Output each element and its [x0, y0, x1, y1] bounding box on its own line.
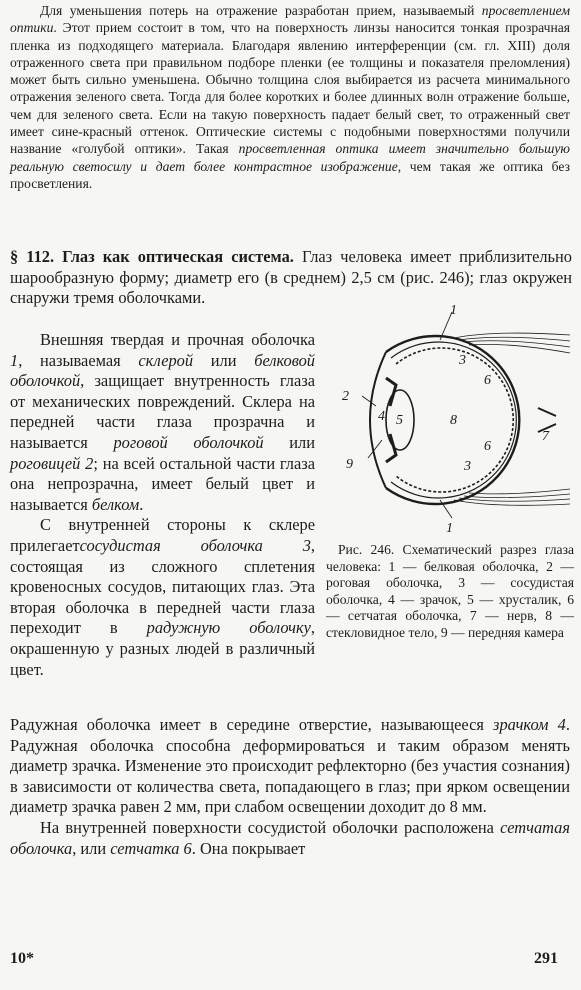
italic-run: сетчатка 6 [110, 838, 192, 858]
italic-run: просветленная оптика имеет значительно большую реальную светосилу и дает более контрастное изображение [10, 141, 571, 174]
eye-cross-section-svg [334, 300, 574, 535]
paragraph-iris [10, 715, 570, 818]
label-8: 8 [450, 413, 457, 428]
italic-run: радужную оболочку [146, 618, 311, 638]
section-title: § 112. Глаз как оптическая система. [10, 247, 294, 266]
text-run: , или [72, 838, 111, 858]
paragraph-choroid [10, 515, 315, 680]
label-2: 2 [342, 389, 349, 404]
text-run: . Радужная оболочка способна деформироваться и таким образом менять диаметр зрачка. Изменение это происходит рефлекторно (без участия сознания) в зависимости от количества света, попадающего в глаз; при ярком освещении диаметр зрачка равен 2 мм, при слабом освещении доходит до 8 мм. [10, 715, 570, 817]
italic-run: сетчатая оболочка [10, 817, 570, 858]
paragraph-retina [10, 818, 570, 859]
italic-run: роговой оболочкой [113, 432, 264, 452]
text-run: С внутренней стороны к склере прилегает [10, 515, 315, 555]
text-run: Радужная оболочка имеет в середине отверстие, называющееся [10, 715, 494, 734]
page-number: 291 [534, 950, 558, 967]
label-1-bottom: 1 [446, 521, 453, 535]
text-run: Внешняя твердая и прочная оболочка [40, 330, 315, 349]
text-run: . Этот прием состоит в том, что на поверхность линзы наносится тонкая прозрачная пленка из подходящего материала. Благодаря явлению интерференции (см. гл. XIII) доля отраженного света при правильном подборе пленки (ее толщины и показателя преломления) может быть сильно уменьшена. Обычно толщина слоя выбирается из расчета минимального отражения зеленого света. Тогда для более коротких и более длинных волн отражение больше, чем для зеленого света. Если на такую поверхность падает белый свет, то отраженный свет имеет сине-красный оттенок. Оптические системы с подобными поверхностями получили название «голубой оптики». Такая [10, 20, 570, 157]
italic-run: зрачком 4 [493, 715, 566, 734]
label-4: 4 [378, 409, 385, 424]
label-3-top: 3 [459, 353, 466, 368]
italic-run: 1 [10, 350, 19, 370]
section-intro-text: Глаз человека имеет приблизительно шарообразную форму; диаметр его (в среднем) 2,5 см (рис. 246); глаз окружен снаружи тремя оболочками. [10, 247, 572, 308]
label-6-top: 6 [484, 373, 491, 388]
text-run: Для уменьшения потерь на отражение разработан прием, называемый [40, 3, 482, 18]
italic-run: белковой оболочкой [10, 350, 315, 391]
text-run: , окрашенную у разных людей в различный цвет. [10, 618, 315, 679]
text-run: На внутренней поверхности сосудистой оболочки расположена [40, 817, 501, 837]
text-run: , состоящая из сложного сплетения кровеносных сосудов, питающих глаз. Эта вторая оболочка в передней части глаза переходит в [10, 535, 315, 638]
italic-run: роговицей 2 [10, 453, 94, 473]
text-run: , защищает внутренность глаза от механических повреждений. Склера на передней части глаза прозрачна и называется [10, 371, 315, 452]
label-1-top: 1 [450, 303, 457, 318]
text-run: . Она покрывает [191, 838, 306, 858]
signature-mark: 10* [10, 950, 34, 967]
italic-run: сосудистая оболочка 3 [79, 535, 311, 555]
text-run: . [139, 494, 144, 514]
eye-diagram [334, 300, 574, 535]
label-7: 7 [542, 429, 549, 444]
text-run: или [193, 350, 255, 370]
text-run: или [263, 432, 315, 452]
italic-run: склерой [138, 350, 194, 370]
bottom-text [10, 715, 570, 859]
label-3-bottom: 3 [464, 459, 471, 474]
label-6-bottom: 6 [484, 439, 491, 454]
figure-caption: Рис. 246. Схематический разрез глаза человека: 1 — белковая оболочка, 2 — роговая оболочка, 3 — сосудистая оболочка, 4 — зрачок, 5 — хрусталик, 6 — сетчатая оболочка, 7 — нерв, 8 — стекловидное тело, 9 — передняя камера [326, 542, 574, 640]
text-run: , называемая [18, 350, 139, 370]
intro-paragraph [10, 2, 570, 192]
paragraph-sclera [10, 330, 315, 515]
text-run: ; на всей остальной части глаза она непрозрачна, имеет белый цвет и называется [10, 453, 315, 514]
label-5: 5 [396, 413, 403, 428]
italic-run: белком [91, 494, 140, 514]
text-run: , чем такая же оптика без просветления. [10, 158, 570, 191]
label-9: 9 [346, 457, 353, 472]
italic-run: просветлением оптики [10, 3, 570, 36]
left-column-text [10, 330, 315, 680]
